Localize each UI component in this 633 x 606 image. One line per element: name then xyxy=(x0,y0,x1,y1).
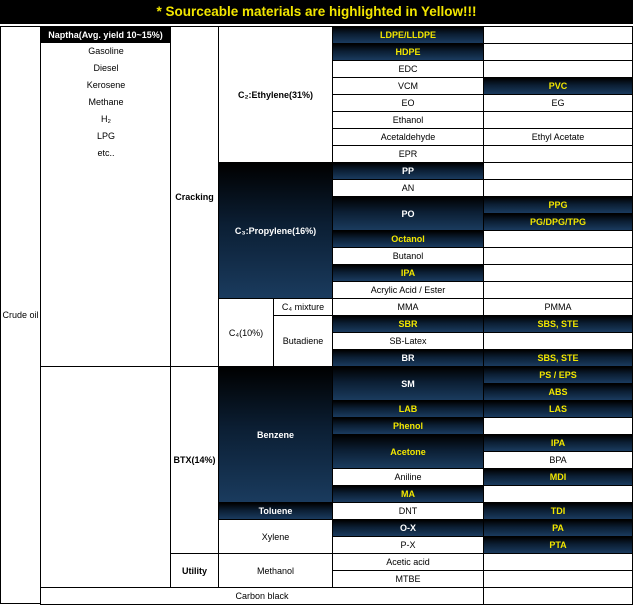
group-butadiene: Butadiene xyxy=(273,315,333,367)
group-ethylene: C₂:Ethylene(31%) xyxy=(218,26,333,163)
naphtha-item: etc.. xyxy=(97,148,115,158)
naphtha-header: Naptha(Avg. yield 10~15%) xyxy=(40,26,171,43)
derivative-empty xyxy=(483,111,633,129)
naphtha-item: H₂ xyxy=(101,114,111,124)
product-cell: EDC xyxy=(332,60,484,78)
product-cell: P-X xyxy=(332,536,484,554)
derivative-cell: MDI xyxy=(483,468,633,486)
derivative-empty xyxy=(483,485,633,503)
product-cell: MA xyxy=(332,485,484,503)
product-cell: PP xyxy=(332,162,484,180)
product-cell: EO xyxy=(332,94,484,112)
derivative-empty xyxy=(483,60,633,78)
derivative-empty xyxy=(483,570,633,588)
derivative-empty xyxy=(483,587,633,605)
product-cell: SM xyxy=(332,366,484,401)
product-cell: Butanol xyxy=(332,247,484,265)
derivative-cell: Ethyl Acetate xyxy=(483,128,633,146)
product-cell: Acetic acid xyxy=(332,553,484,571)
derivative-cell: TDI xyxy=(483,502,633,520)
product-cell: SB-Latex xyxy=(332,332,484,350)
crude-oil-cell: Crude oil xyxy=(0,26,41,604)
derivative-empty xyxy=(483,145,633,163)
derivative-cell: LAS xyxy=(483,400,633,418)
naphtha-item: Gasoline xyxy=(88,46,124,56)
derivative-empty xyxy=(483,247,633,265)
derivative-empty xyxy=(483,179,633,197)
derivative-cell: PS / EPS xyxy=(483,366,633,384)
naphtha-list xyxy=(41,43,171,162)
page-banner: * Sourceable materials are highlighted in Yellow!!! xyxy=(0,0,633,24)
product-cell: HDPE xyxy=(332,43,484,61)
product-cell: EPR xyxy=(332,145,484,163)
product-cell: AN xyxy=(332,179,484,197)
process-utility: Utility xyxy=(170,553,219,588)
derivative-cell: SBS, STE xyxy=(483,315,633,333)
naphtha-item: Kerosene xyxy=(86,80,126,90)
product-cell: Ethanol xyxy=(332,111,484,129)
derivative-empty xyxy=(483,281,633,299)
derivative-cell: PG/DPG/TPG xyxy=(483,213,633,231)
group-toluene: Toluene xyxy=(218,502,333,520)
product-cell: Aniline xyxy=(332,468,484,486)
product-cell: DNT xyxy=(332,502,484,520)
product-cell: IPA xyxy=(332,264,484,282)
product-cell: LAB xyxy=(332,400,484,418)
derivative-cell: PPG xyxy=(483,196,633,214)
group-methanol: Methanol xyxy=(218,553,333,588)
derivative-empty xyxy=(483,162,633,180)
derivative-empty xyxy=(483,332,633,350)
product-cell: Acetone xyxy=(332,434,484,469)
derivative-cell: SBS, STE xyxy=(483,349,633,367)
product-cell: BR xyxy=(332,349,484,367)
derivative-empty xyxy=(483,26,633,44)
derivative-cell: PMMA xyxy=(483,298,633,316)
derivative-empty xyxy=(483,230,633,248)
derivative-cell: EG xyxy=(483,94,633,112)
derivative-cell: PA xyxy=(483,519,633,537)
naphtha-item: Methane xyxy=(88,97,124,107)
derivative-empty xyxy=(483,43,633,61)
derivative-empty xyxy=(483,553,633,571)
product-cell: VCM xyxy=(332,77,484,95)
blank-cell xyxy=(40,366,171,588)
group-c4-mixture: C₄ mixture xyxy=(273,298,333,316)
product-cell: Acrylic Acid / Ester xyxy=(332,281,484,299)
naphtha-item: Diesel xyxy=(93,63,119,73)
process-cracking: Cracking xyxy=(170,26,219,367)
product-cell: MTBE xyxy=(332,570,484,588)
derivative-cell: PVC xyxy=(483,77,633,95)
group-xylene: Xylene xyxy=(218,519,333,554)
group-benzene: Benzene xyxy=(218,366,333,503)
derivative-cell: ABS xyxy=(483,383,633,401)
process-btx: BTX(14%) xyxy=(170,366,219,554)
product-cell: O-X xyxy=(332,519,484,537)
product-cell: Phenol xyxy=(332,417,484,435)
product-carbon-black: Carbon black xyxy=(40,587,484,605)
product-cell: Octanol xyxy=(332,230,484,248)
product-cell: LDPE/LLDPE xyxy=(332,26,484,44)
group-c4: C₄(10%) xyxy=(218,298,274,367)
derivative-cell: BPA xyxy=(483,451,633,469)
product-cell: MMA xyxy=(332,298,484,316)
derivative-empty xyxy=(483,417,633,435)
derivative-cell: IPA xyxy=(483,434,633,452)
product-cell: PO xyxy=(332,196,484,231)
product-cell: Acetaldehyde xyxy=(332,128,484,146)
derivative-cell: PTA xyxy=(483,536,633,554)
product-cell: SBR xyxy=(332,315,484,333)
naphtha-item: LPG xyxy=(96,131,115,141)
derivative-empty xyxy=(483,264,633,282)
group-propylene: C₃:Propylene(16%) xyxy=(218,162,333,299)
